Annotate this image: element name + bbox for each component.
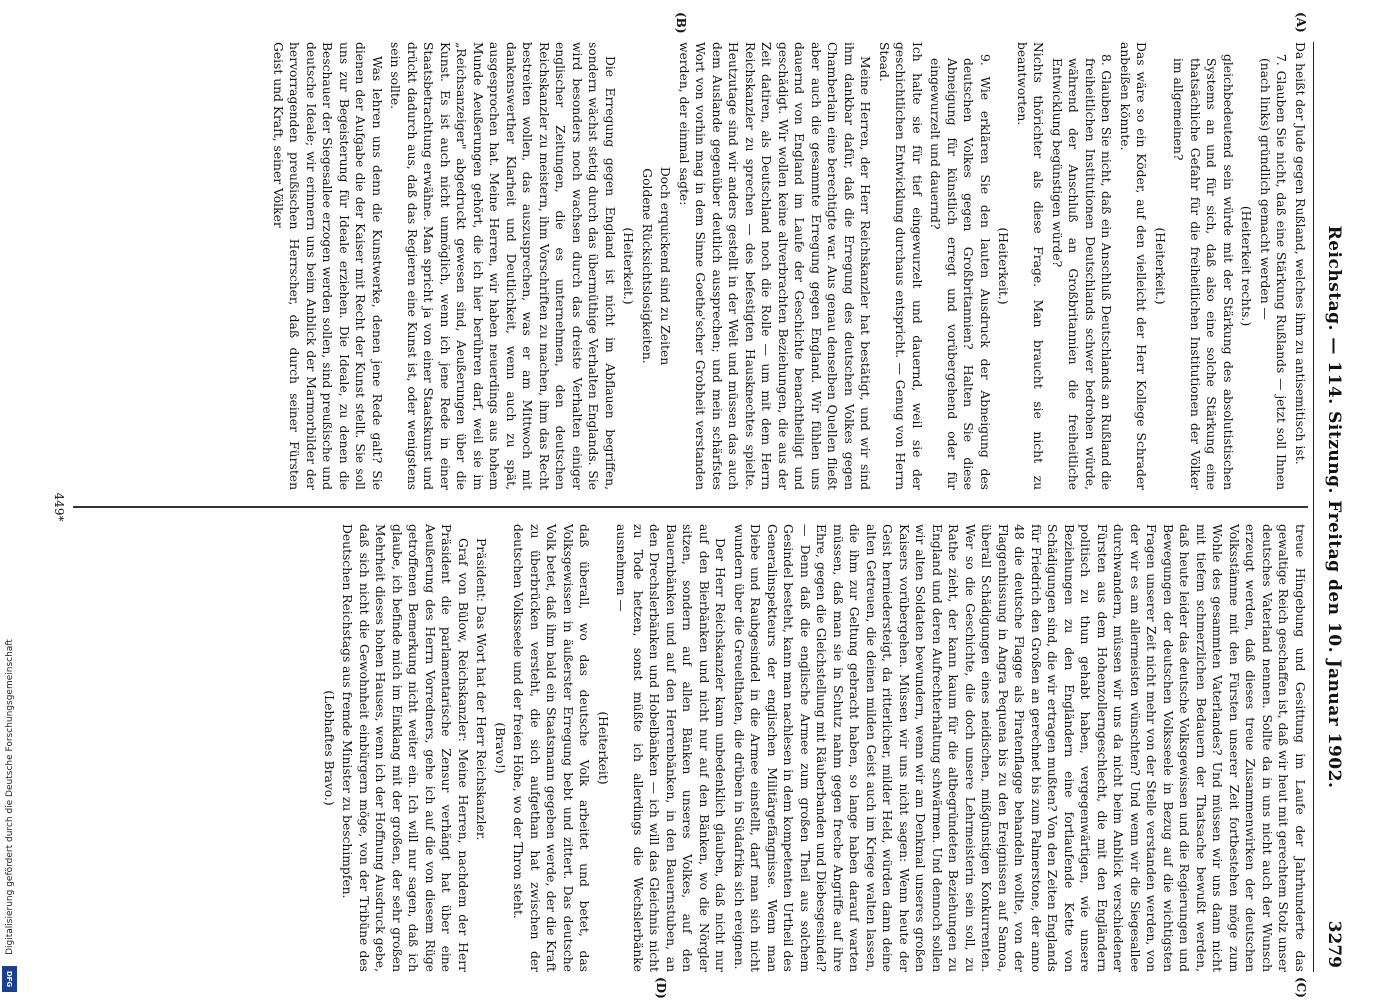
digitization-note bbox=[2, 604, 18, 990]
paragraph: Da heißt der Jude gegen Rußland, welches ihm zu antisemitisch ist. bbox=[1293, 42, 1307, 465]
interjection: (Heiterkeit) bbox=[596, 711, 610, 785]
question-9: 9. Wie erklären Sie den lauten Ausdruck der Abneigung des deutschen Volkes gegen Großbritannien? Halten Sie diese Abneigung für künstlich erregt und vorübergehend oder für eingewurzelt und dauernd? bbox=[928, 54, 992, 490]
interjection: (Heiterkeit.) bbox=[1153, 227, 1167, 305]
paragraph: treue Hingebung und Gesittung im Laufe der Jahrhunderte das gewaltige Reich geschaffen ist, daß wir heut mit gerechtem Stolz unser deutsches Vaterland nennen. Sollte da in uns nicht auch der Wunsch erzeugt werden, daß dieses treue Zusammenwirken der deutschen Volksstämme mit den Fürsten unserer Zeit fortbestehen möge zum Wohle des gesammten Vaterlandes? Und müssen wir uns dann nicht mit tiefem schmerzlichen Bedauern der Thatsache bewußt werden, daß heute leider das deutsche Volksgewissen und die Regierungen und Bewegungen der deutschen Volksseele in Bezug auf die wichtigsten Fragen unserer Zeit nicht mehr von der Stelle verstanden werden, von der wir es am allermeisten wünschten? Und wenn wir die Siegesallee durchwandern, müssen wir uns da nicht beim Anblick verschiedener Fürsten aus dem Hohenzollerngeschlecht, die mit den Engländern politisch zu thun gehabt haben, vergegenwärtigen, wie unsere Beziehungen zu den Engländern eine fortlaufende Kette von Schädigungen sind, die wir ertragen mußten? Von den Zeiten Englands für Friedrich den Großen an gerechnet bis zum Palmerstone, der anno 48 die deutsche Flagge als Piratenflagge behandeln wollte, von der Flaggenhissung in Angra Pequena bis zu den Ereignissen auf Samoa, überall Schädigungen eines neidischen, mißgünstigen Konkurrenten. Wer so die Geschichte, die doch unsere Lehrmeisterin sein soll, zu Rathe zieht, der kann kaum für die altbegründeten Beziehungen zu England und deren Aufrechterhaltung schwärmen. Und dennoch sollen wir alten Soldaten bewundern, wenn wir am Denkmal unseres großen Kaisers vorübergehen. Müssen wir uns nicht sagen: Wenn heute der Geist herniedersteigt, da ritterlicher, milder Held, würden dann deine alten Getreuen, die deinen milden Geist auch im Kriege walten lassen, die ihm zur Geltung gebracht haben, so lange haben darauf warten müssen, daß man sie in Schutz nahm gegen freche Angriffe auf ihre Ehre, gegen die Gleichstellung mit Räuberbanden und Diebesgesindel? — Denn daß die englische Armee zum großen Theil aus solchem Gesindel besteht, kann man nachlesen in dem kompetenten Urtheil des Generalinspekteurs der englischen Militärgefängnisse. Wenn man Diebe und Raubgesindel in die Armee einstellt, darf man sich nicht wundern über die Greuelthaten, die drüben in Südafrika sich ereignen. bbox=[732, 524, 1307, 972]
column-divider bbox=[73, 506, 1308, 508]
interjection: (Bravo!) bbox=[493, 722, 507, 774]
page-number: 3279 bbox=[1324, 920, 1344, 968]
page-header bbox=[1313, 42, 1352, 972]
paragraph: Der Herr Reichskanzler kann unbedenklich glauben, daß nicht nur auf den Bierbänken und nicht nur auf den Bänken, wo die Nörgler sitzen, sondern auf allen Bänken unseres Volkes, auf den Bauernbänken und auf den Herrenbänken, in den Bauernstuben, an den Drechslerbänken und Hobelbänken — ich will das Gleichnis nicht zu Tode hetzen, sonst müßte ich allerdings die Wechslerbänke ausnehmen — bbox=[614, 524, 728, 972]
dfg-logo bbox=[2, 966, 17, 992]
paragraph: Meine Herren, der Herr Reichskanzler hat bestätigt, und wir sind ihm dankbar dafür, daß die Erregung des deutschen Volkes gegen Chamberlain eine berechtigte war. Aus genau denselben Quellen fließt aber auch die gesammte Erregung gegen England. Wir fühlen uns dauernd von England im Laufe der Geschichte benachtheiligt und geschädigt. Wir wollen keine altverbrachten Beziehungen, die aus der Zeit datiren, als Deutschland noch die Rolle — um mit dem Herrn Reichskanzler zu sprechen — des befestigten Hausknechtes spielte. Heutzutage sind wir anders gestellt in der Welt und müssen das auch dem Auslande gegenüber deutlich aussprechen; und mein schärfstes Wort von vorhin mag in dem Sinne Goethe'scher Grobheit verstanden werden, der einmal sagte: bbox=[677, 42, 873, 490]
paragraph: Ich halte sie für tief eingewurzelt und dauernd, weil sie der geschichtlichen Entwicklung durchaus entspricht. — Genug von Herrn Stead. bbox=[877, 42, 924, 490]
dfg-logo-text: DFG bbox=[5, 970, 14, 988]
margin-mark-c: (C) bbox=[1294, 977, 1308, 998]
paragraph: Was lehren uns denn die Kunstwerke, denen jene Rede galt? Sie dienen der Aufgabe die der Kaiser mit Recht der Kunst stellt. Sie soll uns zur Begeisterung für Ideale erziehen. Die Ideale, zu denen die Beschauer der Siegesallee erzogen werden sollen, sind preußische und deutsche Ideale; wir erinnern uns beim Anblick der Marmorbilder der hervorragenden preußischen Herrscher, daß durch seiner Fürsten Geist und Kraft, seiner Völker bbox=[271, 42, 384, 490]
paragraph: daß überall, wo das deutsche Volk arbeitet und betet, das Volksgewissen in äußerster Erregung bebt und zittert. Das deutsche Volk betet, daß ihm bald ein Staatsmann gegeben werde, der die Kraft zu überbrücken versteht, die sich aufgethan hat zwischen der deutschen Volksseele und der freien Höhe, wo der Thron steht. bbox=[511, 524, 592, 972]
chancellor-speech: Graf von Bülow, Reichskanzler: Meine Herren, nachdem der Herr Präsident die parlamentarische Zensur verhängt hat über eine Aeußerung des Herrn Vorredners, gehe ich auf die von diesem Rüge getroffenen Bemerkung nicht weiter ein. Ich will nur sagen, daß ich glaube, ich befinde mich im Einklang mit der großen, der sehr großen Mehrheit dieses hohen Hauses, wenn ich der Hoffnung Ausdruck gebe, daß sich nicht die Gewohnheit einbürgern möge, von der Tribüne des Deutschen Reichstags aus fremde Minister zu beschimpfen. bbox=[340, 524, 470, 972]
page-title: Reichstag. — 114. Sitzung. Freitag den 10. Januar 1902. bbox=[1324, 225, 1344, 789]
margin-mark-a: (A) bbox=[1294, 12, 1308, 33]
interjection: (Heiterkeit rechts.) bbox=[1239, 205, 1254, 327]
question-8: 8. Glauben Sie nicht, daß ein Anschluß Deutschlands an Rußland die freiheitlichen Institutionen Deutschlands schwer bedrohen würde, während der Anschluß an Großbritannien die freiheitliche Entwicklung begünstigen würde? bbox=[1050, 54, 1114, 490]
rotated-page-content bbox=[52, 12, 1352, 999]
newspaper-page bbox=[52, 12, 1352, 999]
president-remark: Präsident: Das Wort hat der Herr Reichskanzler. bbox=[474, 538, 489, 841]
text-columns bbox=[73, 12, 1308, 999]
paragraph: Das wäre so ein Köder, auf den vielleicht der Herr Kollege Schrader anbeißen könnte. bbox=[1118, 42, 1149, 490]
left-column bbox=[73, 42, 1308, 490]
digitization-note-text: Digitalisierung gefördert durch die Deutsche Forschungsgemeinschaft bbox=[5, 639, 15, 955]
interjection: (Heiterkeit.) bbox=[996, 227, 1011, 305]
quote-line: Goldene Rücksichtslosigkeiten. bbox=[640, 168, 654, 364]
page-footer: 449* bbox=[52, 492, 66, 522]
quote-line: Doch erquickend sind zu Zeiten bbox=[658, 166, 673, 366]
paragraph: Nichts thörichter als diese Frage. Man braucht sie nicht zu beantworten. bbox=[1015, 42, 1046, 490]
paragraph: Die Erregung gegen England ist nicht im Abflauen begriffen, sondern wächst stetig durch das übermüthige Verhalten Englands. Sie wird besonders noch wachsen durch das dreiste Verhalten einiger englischer Zeitungen, die es unternehmen, den deutschen Reichskanzler zu meistern, ihm Vorschriften zu machen, ihm das Recht bestreiten wollen, das auszusprechen, was er am Mittwoch mit dankenswerther Klarheit und Deutlichkeit, wenn auch zu spät, ausgesprochen hat. Meine Herren, wir haben neuerdings aus hohem Munde Aeußerungen gehört, die ich hier berühren darf, weil sie im „Reichsanzeiger" abgedruckt gewesen sind, Aeußerungen über die Kunst. Es ist auch nicht unmöglich, wenn ich jene Rede in einer Staatsbetrachtung erwähne. Man spricht ja von einer Staatskunst und drückt dadurch aus, daß das Regieren eine Kunst ist, oder wenigstens sein sollte. bbox=[388, 42, 617, 490]
question-7: 7. Glauben Sie nicht, daß eine Stärkung Rußlands — jetzt soll Ihnen (nach links) gründlich gemacht werden — bbox=[1258, 54, 1289, 490]
margin-mark-b: (B) bbox=[674, 12, 688, 34]
right-column bbox=[73, 524, 1308, 972]
paragraph: gleichbedeutend sein würde mit der Stärkung des absolutistischen Systems an und für sich, daß also eine solche Stärkung eine thatsächliche Gefahr für die freiheitlichen Institutionen der Völker im allgemeinen? bbox=[1171, 54, 1235, 490]
margin-mark-d: (D) bbox=[654, 977, 668, 999]
interjection: (Heiterkeit.) bbox=[621, 227, 636, 305]
interjection: (Lebhaftes Bravo.) bbox=[322, 690, 336, 806]
